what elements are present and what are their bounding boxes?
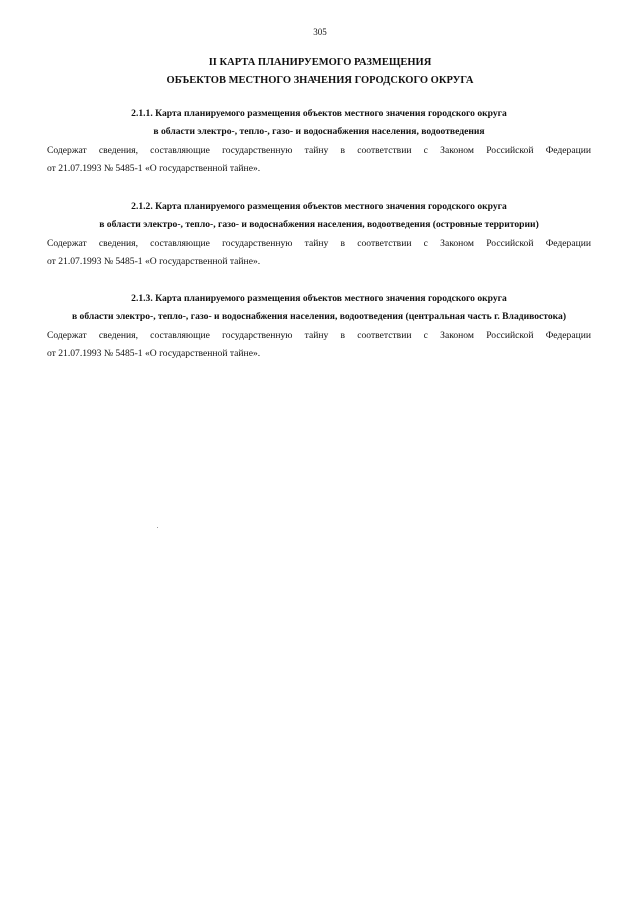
section-body-line-2: от 21.07.1993 № 5485-1 «О государственной тайне».	[47, 163, 261, 174]
page-title-line-1: II КАРТА ПЛАНИРУЕМОГО РАЗМЕЩЕНИЯ	[208, 57, 432, 68]
section-body-line-2: от 21.07.1993 № 5485-1 «О государственной тайне».	[47, 256, 261, 267]
section-heading-line-1: 2.1.3. Карта планируемого размещения объектов местного значения городского округа	[131, 293, 507, 304]
scan-speck	[157, 527, 158, 528]
page-title	[0, 54, 640, 90]
section-heading-line-2: в области электро-, тепло-, газо- и водоснабжения населения, водоотведения (островные территории)	[99, 219, 539, 230]
page-number: 305	[313, 27, 327, 37]
section-heading	[47, 105, 591, 141]
section-heading-line-2: в области электро-, тепло-, газо- и водоснабжения населения, водоотведения (центральная часть г. Владивостока)	[71, 311, 567, 322]
section-2-1-1	[47, 105, 591, 178]
section-heading-line-2: в области электро-, тепло-, газо- и водоснабжения населения, водоотведения	[153, 126, 485, 137]
section-heading-line-1: 2.1.1. Карта планируемого размещения объектов местного значения городского округа	[131, 108, 507, 119]
section-body-line-1: Содержат сведения, составляющие государственную тайну в соответствии с Законом Российской Федерации	[47, 145, 591, 156]
section-body-line-2: от 21.07.1993 № 5485-1 «О государственной тайне».	[47, 348, 261, 359]
section-body	[47, 235, 591, 271]
section-heading	[47, 290, 591, 326]
section-body-line-1: Содержат сведения, составляющие государственную тайну в соответствии с Законом Российской Федерации	[47, 238, 591, 249]
section-body	[47, 327, 591, 363]
section-2-1-2	[47, 198, 591, 271]
section-heading	[47, 198, 591, 234]
section-2-1-3	[47, 290, 591, 363]
page-title-line-2: ОБЪЕКТОВ МЕСТНОГО ЗНАЧЕНИЯ ГОРОДСКОГО ОКРУГА	[166, 75, 474, 86]
section-heading-line-1: 2.1.2. Карта планируемого размещения объектов местного значения городского округа	[131, 201, 507, 212]
section-body	[47, 142, 591, 178]
section-body-line-1: Содержат сведения, составляющие государственную тайну в соответствии с Законом Российской Федерации	[47, 330, 591, 341]
